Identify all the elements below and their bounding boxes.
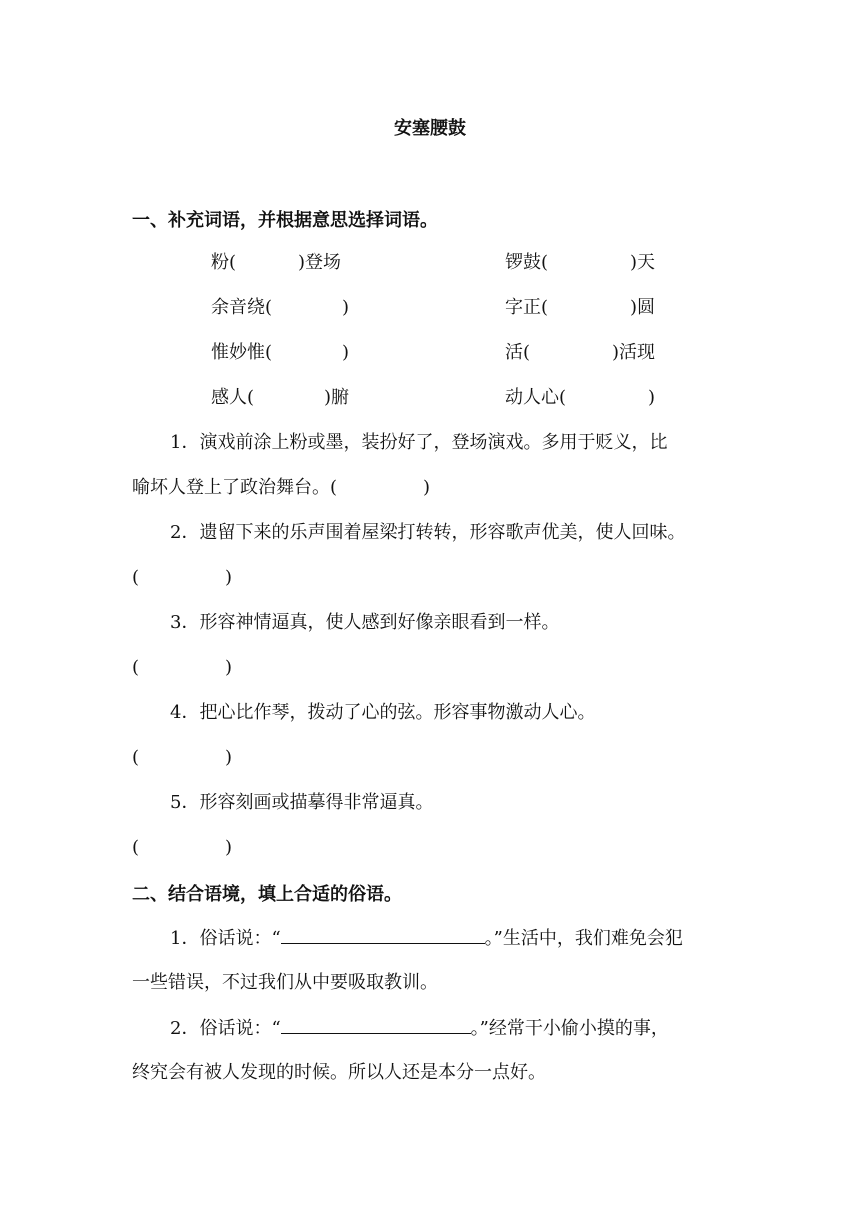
proverb-question-2: 2．俗话说：“ 。”经常干小偷小摸的事， bbox=[170, 1015, 669, 1042]
question-1-cont: 喻坏人登上了政治舞台。( ) bbox=[132, 477, 431, 498]
section-2-heading: 二、结合语境，填上合适的俗语。 bbox=[132, 884, 402, 905]
word-item: 惟妙惟( ) bbox=[211, 342, 350, 363]
answer-blank[interactable]: ( ) bbox=[132, 747, 233, 768]
word-item: 粉( )登场 bbox=[211, 252, 342, 273]
question-4: 4．把心比作琴，拨动了心的弦。形容事物激动人心。 bbox=[170, 702, 596, 723]
question-5: 5．形容刻画或描摹得非常逼真。 bbox=[170, 792, 434, 813]
question-1: 1．演戏前涂上粉或墨，装扮好了，登场演戏。多用于贬义，比 bbox=[170, 432, 668, 453]
question-2: 2．遗留下来的乐声围着屋梁打转转，形容歌声优美，使人回味。 bbox=[170, 522, 686, 543]
word-item: 动人心( ) bbox=[505, 387, 656, 408]
word-item: 活( )活现 bbox=[505, 342, 656, 363]
answer-blank[interactable]: ( ) bbox=[132, 657, 233, 678]
answer-blank[interactable]: ( ) bbox=[132, 837, 233, 858]
proverb-question-1-cont: 一些错误，不过我们从中要吸取教训。 bbox=[132, 972, 438, 993]
word-item: 锣鼓( )天 bbox=[505, 252, 656, 273]
section-1-heading: 一、补充词语，并根据意思选择词语。 bbox=[132, 210, 438, 231]
proverb-blank-1[interactable] bbox=[281, 925, 485, 944]
proverb-question-2-cont: 终究会有被人发现的时候。所以人还是本分一点好。 bbox=[132, 1062, 546, 1083]
proverb-question-1: 1．俗话说：“ 。”生活中，我们难免会犯 bbox=[170, 925, 683, 952]
word-item: 字正( )圆 bbox=[505, 297, 656, 318]
proverb-blank-2[interactable] bbox=[281, 1015, 471, 1034]
answer-blank[interactable]: ( ) bbox=[132, 567, 233, 588]
word-item: 余音绕( ) bbox=[211, 297, 350, 318]
word-item: 感人( )腑 bbox=[211, 387, 350, 408]
page-title: 安塞腰鼓 bbox=[394, 118, 466, 139]
question-3: 3．形容神情逼真，使人感到好像亲眼看到一样。 bbox=[170, 612, 560, 633]
